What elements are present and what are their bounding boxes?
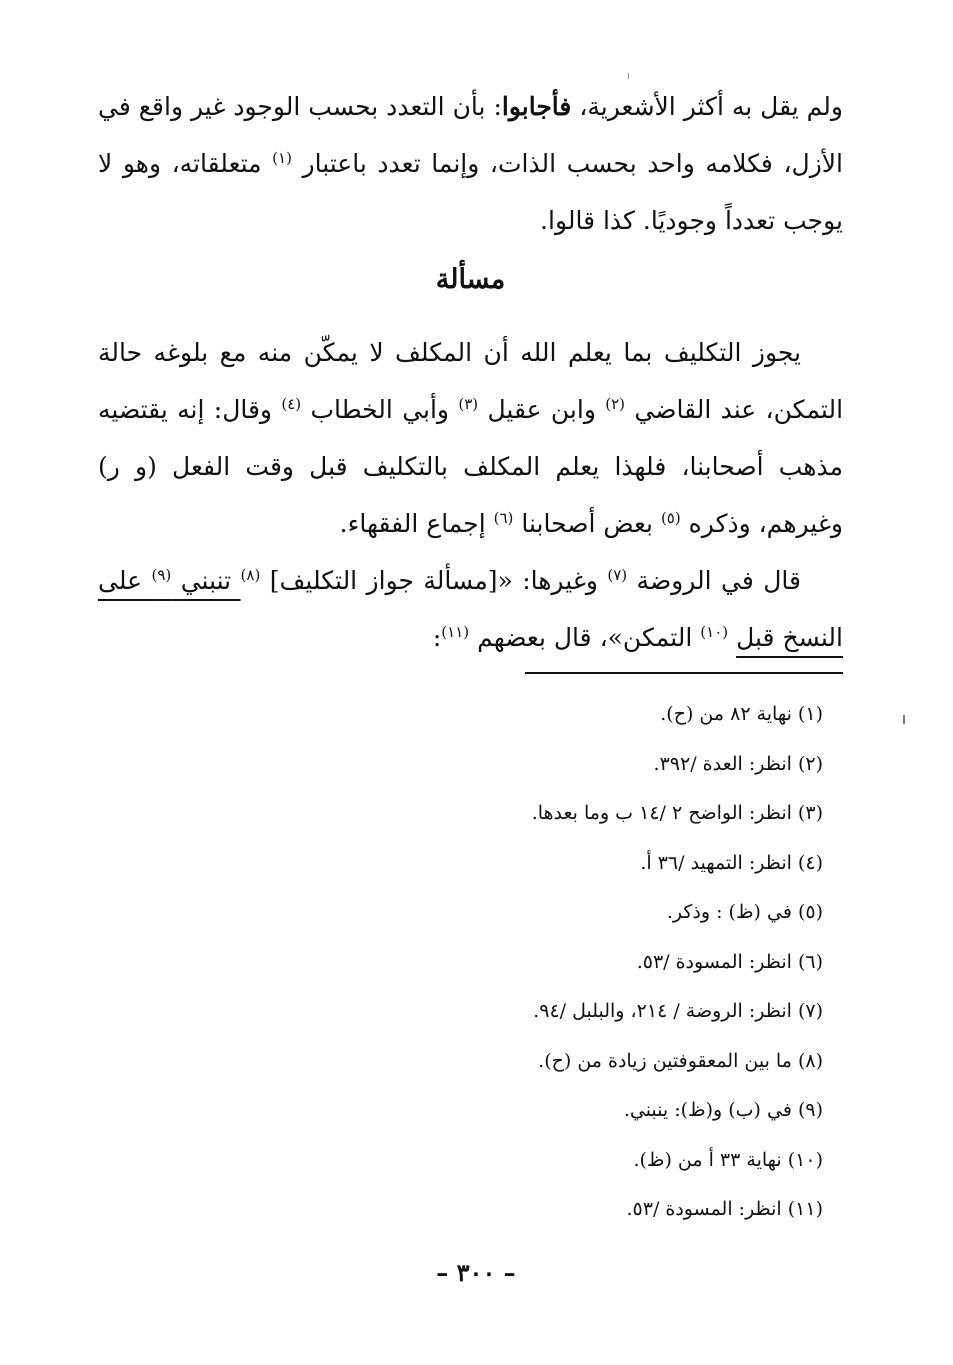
footnote-ref: (٧) <box>607 566 628 584</box>
page-number: – ٣٠٠ – <box>436 1258 516 1287</box>
footnote-ref: (٥) <box>660 509 681 527</box>
footnote-item: (١) نهاية ٨٢ من (ح). <box>660 703 823 725</box>
footnote-item: (٥) في (ظ) : وذكر. <box>666 901 823 923</box>
footnote-item: (٨) ما بين المعقوفتين زيادة من (ح). <box>538 1049 823 1072</box>
main-text <box>98 78 843 666</box>
footnote-item: (٤) انظر: التمهيد /٣٦ أ. <box>640 851 823 874</box>
footnote-ref: (٦) <box>493 509 514 527</box>
footnote-ref: (١١) <box>441 623 470 641</box>
underlined-text: تنبني $^{(٩)}$ على النسخ قبل <box>98 566 843 652</box>
footnote-ref: (٣) <box>458 395 479 413</box>
paragraph-3: قال في الروضة $^{(٧)}$ وغيرها: «[مسألة جواز التكليف] $^{(٨)}$ تنبني $^{(٩)}$ على النسخ قبل $^{(١٠)}$ التمكن»، قال بعضهم $^{(١١)}$: <box>98 566 843 652</box>
footnote-item: (٢) انظر: العدة /٣٩٢. <box>653 752 823 775</box>
scan-mark <box>903 715 905 724</box>
footnote-item: (٧) انظر: الروضة / ٢١٤، والبلبل /٩٤. <box>533 1000 823 1022</box>
footnote-item: (٦) انظر: المسودة /٥٣. <box>636 950 823 973</box>
paragraph-1: ولم يقل به أكثر الأشعرية، فأجابوا: بأن التعدد بحسب الوجود غير واقع في الأزل، فكلامه واحد بحسب الذات، وإنما تعدد باعتبار $^{(١)}$ متعلقاته، وهو لا يوجب تعدداً وجوديًا. كذا قالوا. <box>98 92 843 235</box>
footnote-item: (٣) انظر: الواضح ٢ /١٤ ب وما بعدها. <box>531 802 823 824</box>
footnote-item: (١١) انظر: المسودة /٥٣. <box>626 1198 823 1220</box>
footnote-ref: (٢) <box>605 395 626 413</box>
footnote-item: (١٠) نهاية ٣٣ أ من (ظ). <box>633 1148 823 1171</box>
footnote-separator <box>525 672 843 674</box>
paragraph-2: يجوز التكليف بما يعلم الله أن المكلف لا يمكّن منه مع بلوغه حالة التمكن، عند القاضي $^{(٢)}$ وابن عقيل $^{(٣)}$ وأبي الخطاب $^{(٤)}$ وقال: إنه يقتضيه مذهب أصحابنا، فلهذا يعلم المكلف بالتكليف قبل وقت الفعل (و ر) وغيرهم، وذكره $^{(٥)}$ بعض أصحابنا $^{(٦)}$ إجماع الفقهاء. <box>98 338 844 538</box>
bold-term: فأجابوا <box>501 92 572 121</box>
footnote-ref: (٩) <box>151 566 172 584</box>
footnote-ref: (٤) <box>281 395 302 413</box>
footnote-ref: (١) <box>272 149 292 167</box>
footnotes-list <box>98 690 823 1235</box>
footnote-ref: (١٠) <box>700 623 729 641</box>
footnote-ref: (٨) <box>240 566 261 584</box>
section-heading: مسألة <box>435 264 506 295</box>
footnote-item: (٩) في (ب) و(ظ): ينبني. <box>623 1099 823 1121</box>
